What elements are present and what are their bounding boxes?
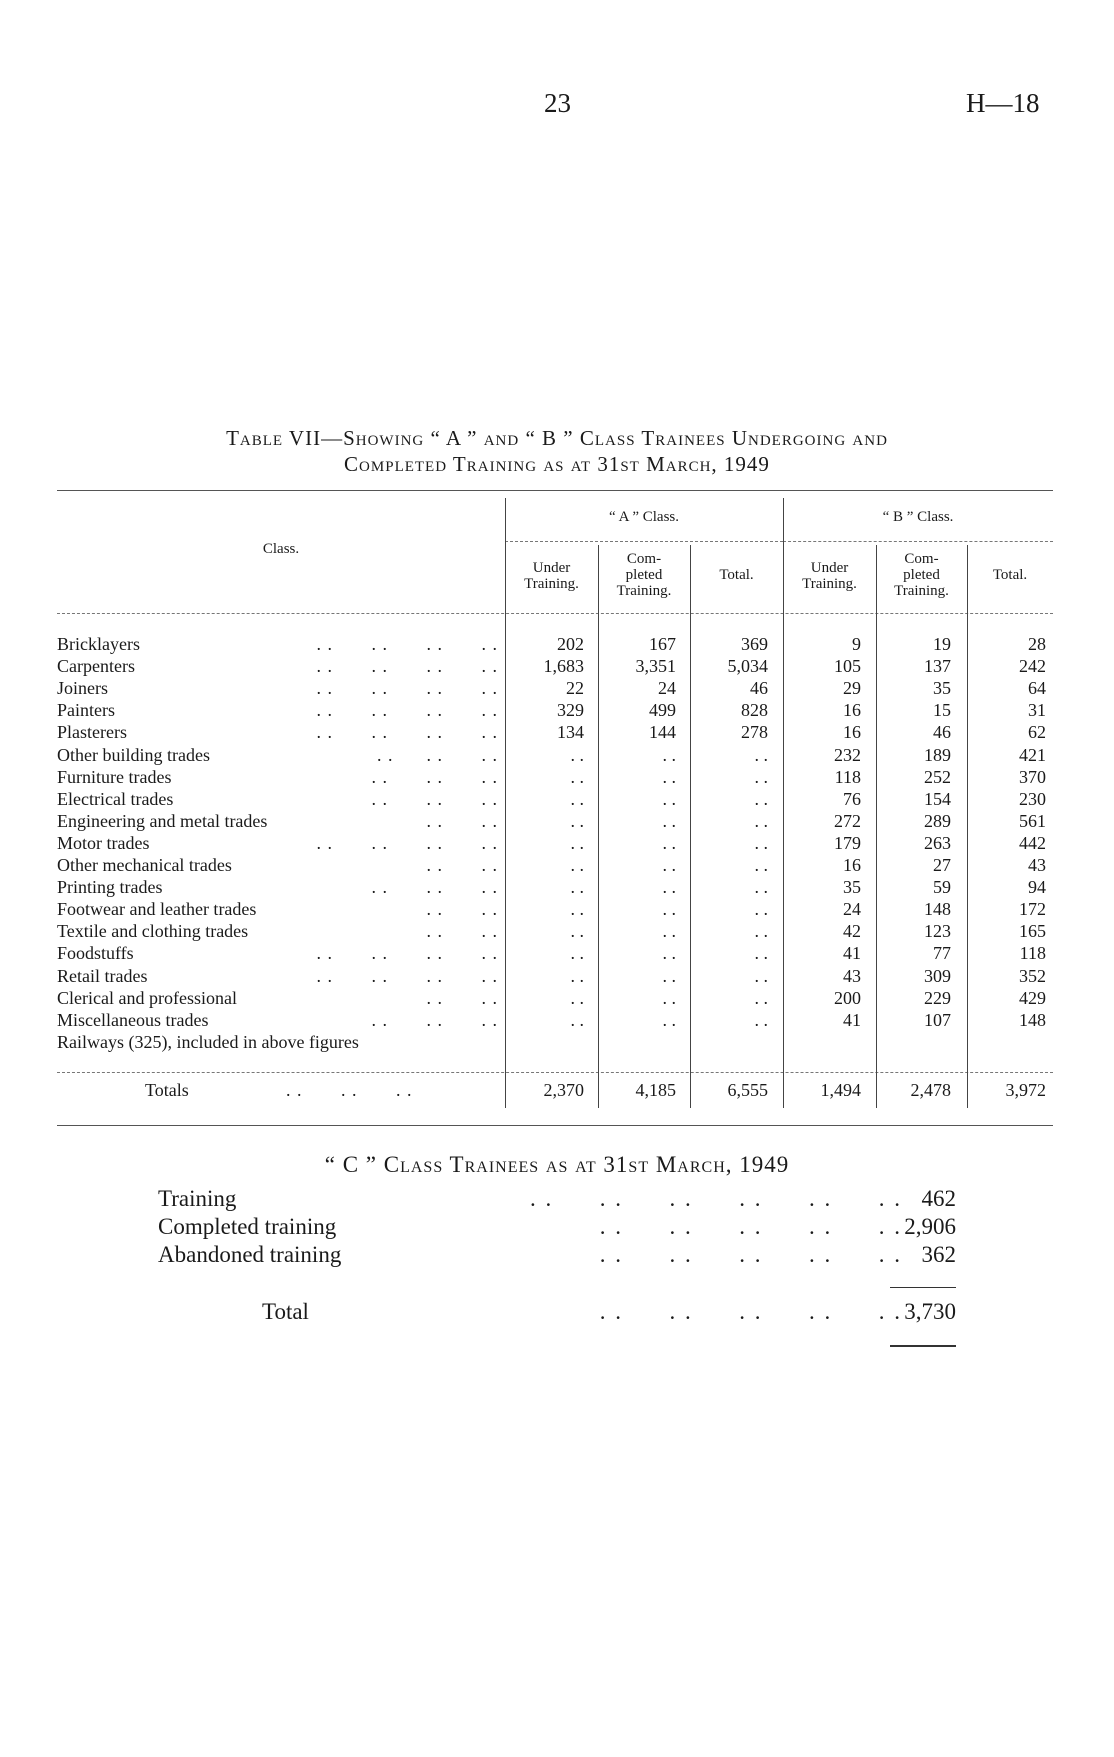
table-row	[0, 788, 1114, 810]
totals-a-completed: 4,185	[635, 1080, 676, 1100]
row-label: Painters	[57, 700, 115, 721]
c-row-label: Completed training	[158, 1214, 337, 1239]
cell-b-total: 62	[1028, 722, 1046, 743]
cell-b-completed: 35	[933, 678, 951, 699]
row-label: Joiners	[57, 678, 108, 699]
cell-b-completed: 309	[924, 965, 951, 986]
cell-b-under: 179	[834, 832, 861, 853]
cell-a-total: . .	[754, 921, 768, 942]
cell-a-total: . .	[754, 877, 768, 898]
cell-b-total: 28	[1028, 634, 1046, 654]
row-label: Other building trades	[57, 744, 210, 765]
row-leader-dots: . . . . . . . .	[311, 965, 498, 986]
cell-a-under: . .	[570, 965, 584, 986]
cell-a-under: . .	[570, 921, 584, 942]
cell-b-under: 76	[843, 788, 861, 809]
cell-b-total: 118	[1019, 943, 1046, 964]
row-label: Furniture trades	[57, 766, 172, 787]
row-label: Clerical and professional	[57, 987, 237, 1008]
cell-b-total: 31	[1028, 700, 1046, 721]
cell-a-completed: 499	[649, 700, 676, 721]
table-row	[0, 965, 1114, 987]
cell-b-total: 370	[1019, 766, 1046, 787]
cell-a-under: 22	[566, 678, 584, 699]
row-leader-dots: . . . . . . . .	[311, 832, 498, 853]
row-label: Foodstuffs	[57, 943, 134, 964]
page-reference: H—18	[966, 88, 1040, 118]
row-leader-dots: . . . . . . . .	[305, 634, 498, 654]
cell-a-total: 5,034	[727, 656, 768, 677]
cell-a-completed: . .	[662, 744, 676, 765]
row-leader-dots: . . . . . . . .	[305, 700, 498, 721]
a-total-header: Total.	[719, 567, 754, 583]
group-b-header: “ B ” Class.	[882, 509, 954, 525]
cell-b-under: 16	[843, 700, 861, 721]
cell-a-total: 46	[750, 678, 768, 699]
cell-a-under: . .	[570, 766, 584, 787]
cell-a-completed: 3,351	[635, 656, 676, 677]
a-completed-header: Com- pleted Training.	[616, 551, 672, 599]
table-row	[0, 810, 1114, 832]
row-leader-dots: . . . . . .	[338, 788, 498, 809]
row-label: Textile and clothing trades	[57, 921, 249, 942]
table-row	[0, 987, 1114, 1009]
cell-b-completed: 137	[924, 656, 951, 677]
cell-b-total: 43	[1028, 855, 1046, 875]
cell-b-completed: 252	[924, 766, 951, 787]
c-total-top-rule	[890, 1287, 956, 1288]
cell-b-total: 429	[1019, 987, 1046, 1008]
table-row	[0, 898, 1114, 920]
cell-a-total: . .	[754, 987, 768, 1008]
cell-b-total: 230	[1019, 788, 1046, 809]
cell-a-total: . .	[754, 766, 768, 787]
cell-a-total: . .	[754, 810, 768, 831]
table-row	[0, 942, 1114, 964]
row-leader-dots: . . . .	[388, 855, 498, 875]
cell-b-total: 64	[1028, 678, 1046, 699]
cell-b-under: 43	[843, 965, 861, 986]
c-class-row	[0, 1241, 1114, 1269]
cell-a-completed: . .	[662, 810, 676, 831]
cell-b-under: 29	[843, 678, 861, 699]
c-class-title: “ C ” Class Trainees as at 31st March, 1949	[324, 1152, 790, 1177]
cell-a-completed: . .	[662, 965, 676, 986]
cell-a-total: . .	[754, 744, 768, 765]
cell-a-completed: . .	[662, 987, 676, 1008]
cell-a-completed: . .	[662, 899, 676, 920]
cell-a-under: . .	[570, 855, 584, 875]
row-leader-dots: . . . .	[399, 899, 498, 920]
cell-b-completed: 229	[924, 987, 951, 1008]
header-bottom-rule	[57, 613, 1053, 614]
totals-label: Totals	[145, 1080, 189, 1100]
table-title-line-1: Table VII—Showing “ A ” and “ B ” Class Trainees Undergoing and	[226, 426, 888, 450]
cell-a-under: 1,683	[543, 656, 584, 677]
a-under-header: Under Training.	[524, 560, 579, 592]
cell-b-under: 272	[834, 810, 861, 831]
row-label: Railways (325), included in above figures	[57, 1031, 359, 1052]
cell-a-completed: . .	[662, 766, 676, 787]
cell-a-under: 202	[557, 634, 584, 654]
totals-b-under: 1,494	[820, 1080, 861, 1100]
row-label: Bricklayers	[57, 634, 140, 654]
row-label: Retail trades	[57, 965, 148, 986]
cell-b-under: 24	[843, 899, 861, 920]
cell-a-total: 369	[741, 634, 768, 654]
c-total-bottom-rule	[890, 1345, 956, 1347]
totals-b-total: 3,972	[1005, 1080, 1046, 1100]
cell-b-completed: 148	[924, 899, 951, 920]
totals-a-under: 2,370	[543, 1080, 584, 1100]
cell-a-completed: . .	[662, 1009, 676, 1030]
row-leader-dots: . . . . . .	[333, 877, 498, 898]
row-label: Miscellaneous trades	[57, 1009, 209, 1030]
cell-b-total: 421	[1019, 744, 1046, 765]
cell-a-total: . .	[754, 788, 768, 809]
cell-b-completed: 15	[933, 700, 951, 721]
group-a-underline	[505, 541, 783, 542]
row-label: Other mechanical trades	[57, 855, 232, 875]
cell-b-under: 35	[843, 877, 861, 898]
cell-b-under: 16	[843, 855, 861, 875]
cell-a-completed: 24	[658, 678, 676, 699]
row-label: Carpenters	[57, 656, 135, 677]
cell-b-total: 165	[1019, 921, 1046, 942]
table-top-rule	[57, 490, 1053, 491]
cell-a-under: . .	[570, 832, 584, 853]
c-row-leader-dots: . . . . . . . . . . . .	[468, 1186, 902, 1211]
cell-b-under: 9	[852, 634, 861, 654]
group-a-header: “ A ” Class.	[609, 509, 679, 525]
table-row	[0, 655, 1114, 677]
c-class-row	[0, 1185, 1114, 1213]
cell-b-total: 561	[1019, 810, 1046, 831]
c-class-row	[0, 1213, 1114, 1241]
totals-a-total: 6,555	[727, 1080, 768, 1100]
totals-row	[0, 1079, 1114, 1101]
row-label: Printing trades	[57, 877, 163, 898]
cell-b-under: 41	[843, 943, 861, 964]
cell-b-total: 172	[1019, 899, 1046, 920]
cell-b-completed: 27	[933, 855, 951, 875]
cell-b-total: 242	[1019, 656, 1046, 677]
row-leader-dots: . . . . . . . .	[300, 943, 498, 964]
row-leader-dots: . . . . . .	[371, 744, 498, 765]
cell-a-under: . .	[570, 1009, 584, 1030]
c-row-value: 462	[921, 1186, 956, 1211]
cell-a-under: . .	[570, 744, 584, 765]
cell-a-under: 134	[557, 722, 584, 743]
c-total-label: Total	[262, 1299, 309, 1324]
row-label: Engineering and metal trades	[57, 810, 268, 831]
c-total-leader-dots: . . . . . . . . . .	[599, 1299, 902, 1324]
table-row	[0, 920, 1114, 942]
c-row-label: Abandoned training	[158, 1242, 342, 1267]
cell-a-completed: 144	[649, 722, 676, 743]
cell-b-completed: 189	[924, 744, 951, 765]
cell-b-under: 41	[843, 1009, 861, 1030]
table-row	[0, 1031, 1114, 1053]
table-title-line-2: Completed Training as at 31st March, 1949	[344, 452, 770, 476]
cell-b-under: 105	[834, 656, 861, 677]
cell-a-total: . .	[754, 899, 768, 920]
row-label: Motor trades	[57, 832, 150, 853]
cell-b-completed: 289	[924, 810, 951, 831]
cell-b-total: 94	[1028, 877, 1046, 898]
row-label: Plasterers	[57, 722, 127, 743]
cell-a-total: . .	[754, 1009, 768, 1030]
row-label: Footwear and leather trades	[57, 899, 257, 920]
table-row	[0, 876, 1114, 898]
table-row	[0, 744, 1114, 766]
cell-a-total: . .	[754, 855, 768, 875]
c-row-leader-dots: . . . . . . . . . .	[599, 1214, 902, 1239]
totals-leader-dots: . . . . . .	[286, 1080, 413, 1100]
c-total-value: 3,730	[904, 1299, 956, 1324]
cell-b-completed: 19	[933, 634, 951, 654]
table-row	[0, 1009, 1114, 1031]
cell-b-completed: 107	[924, 1009, 951, 1030]
cell-b-under: 232	[834, 744, 861, 765]
table-row	[0, 677, 1114, 699]
c-total-row	[0, 1298, 1114, 1326]
table-row	[0, 832, 1114, 854]
totals-separator-rule	[57, 1072, 1053, 1073]
table-bottom-rule	[57, 1125, 1053, 1126]
cell-a-under: . .	[570, 987, 584, 1008]
cell-a-completed: . .	[662, 832, 676, 853]
c-row-value: 2,906	[904, 1214, 956, 1239]
cell-a-completed: . .	[662, 943, 676, 964]
class-header: Class.	[262, 541, 300, 557]
row-leader-dots: . . . . . . . .	[305, 722, 498, 743]
group-b-underline	[783, 541, 1053, 542]
c-row-value: 362	[921, 1242, 956, 1267]
totals-b-completed: 2,478	[910, 1080, 951, 1100]
row-leader-dots: . . . . . . . .	[305, 678, 498, 699]
cell-b-total: 148	[1019, 1009, 1046, 1030]
cell-a-completed: . .	[662, 855, 676, 875]
cell-b-completed: 59	[933, 877, 951, 898]
cell-a-total: 278	[741, 722, 768, 743]
cell-b-under: 16	[843, 722, 861, 743]
row-leader-dots: . . . .	[415, 810, 498, 831]
cell-a-under: . .	[570, 943, 584, 964]
cell-a-under: 329	[557, 700, 584, 721]
b-total-header: Total.	[992, 567, 1028, 583]
b-under-header: Under Training.	[802, 560, 857, 592]
cell-b-completed: 263	[924, 832, 951, 853]
row-leader-dots: . . . .	[382, 987, 498, 1008]
table-row	[0, 633, 1114, 655]
cell-a-total: . .	[754, 832, 768, 853]
c-row-label: Training	[158, 1186, 237, 1211]
cell-a-under: . .	[570, 810, 584, 831]
row-leader-dots: . . . . . . . .	[305, 656, 498, 677]
c-row-leader-dots: . . . . . . . . . .	[599, 1242, 902, 1267]
row-label: Electrical trades	[57, 788, 174, 809]
table-row	[0, 766, 1114, 788]
b-completed-header: Com- pleted Training.	[894, 551, 949, 599]
cell-b-total: 352	[1019, 965, 1046, 986]
cell-a-total: . .	[754, 943, 768, 964]
cell-a-total: 828	[741, 700, 768, 721]
cell-a-under: . .	[570, 877, 584, 898]
cell-b-under: 200	[834, 987, 861, 1008]
cell-a-under: . .	[570, 899, 584, 920]
cell-a-completed: . .	[662, 788, 676, 809]
cell-a-completed: 167	[649, 634, 676, 654]
row-leader-dots: . . . .	[399, 921, 498, 942]
cell-a-total: . .	[754, 965, 768, 986]
page-number: 23	[544, 88, 571, 118]
table-row	[0, 721, 1114, 743]
cell-b-completed: 46	[933, 722, 951, 743]
cell-b-under: 42	[843, 921, 861, 942]
cell-a-completed: . .	[662, 921, 676, 942]
table-row	[0, 699, 1114, 721]
cell-b-under: 118	[834, 766, 861, 787]
table-row	[0, 854, 1114, 876]
cell-b-total: 442	[1019, 832, 1046, 853]
row-leader-dots: . . . . . .	[360, 1009, 498, 1030]
cell-a-under: . .	[570, 788, 584, 809]
cell-b-completed: 123	[924, 921, 951, 942]
row-leader-dots: . . . . . .	[338, 766, 498, 787]
cell-b-completed: 77	[933, 943, 951, 964]
cell-a-completed: . .	[662, 877, 676, 898]
cell-b-completed: 154	[924, 788, 951, 809]
